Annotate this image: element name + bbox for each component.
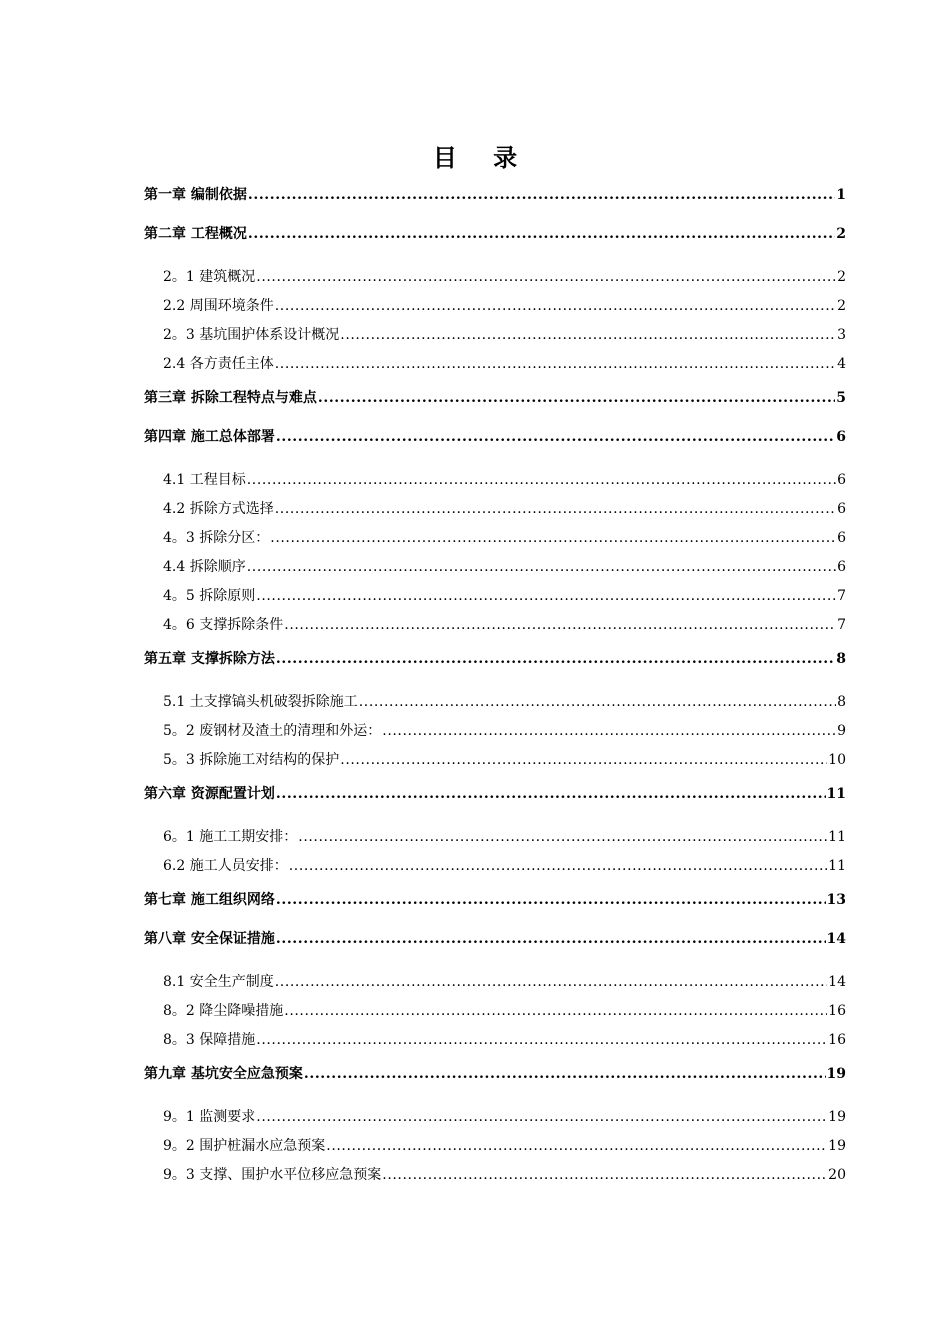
toc-page-number: 19 bbox=[826, 1066, 846, 1082]
toc-page-number: 6 bbox=[837, 559, 846, 575]
toc-entry-label: 第七章 施工组织网络 bbox=[144, 892, 275, 908]
toc-entry-label: 5.1 土支撑镐头机破裂拆除施工 bbox=[163, 694, 358, 710]
toc-chapter-entry[interactable] bbox=[144, 1055, 846, 1094]
toc-leader-dots bbox=[276, 418, 835, 457]
toc-entry-label: 第五章 支撑拆除方法 bbox=[144, 651, 275, 667]
toc-leader-dots bbox=[247, 466, 836, 495]
toc-section-entry[interactable] bbox=[144, 1132, 846, 1161]
toc-section-entry[interactable] bbox=[144, 746, 846, 775]
toc-page-number: 6 bbox=[837, 530, 846, 546]
toc-leader-dots bbox=[340, 746, 827, 775]
toc-page-number: 19 bbox=[828, 1138, 846, 1154]
toc-section-entry[interactable] bbox=[144, 321, 846, 350]
toc-section-entry[interactable] bbox=[144, 968, 846, 997]
page-title: 目 录 bbox=[432, 143, 532, 172]
toc-entry-label: 8.1 安全生产制度 bbox=[163, 974, 274, 990]
toc-entry-label: 4.4 拆除顺序 bbox=[163, 559, 246, 575]
toc-section-entry[interactable] bbox=[144, 263, 846, 292]
toc-section-entry[interactable] bbox=[144, 997, 846, 1026]
toc-section-entry[interactable] bbox=[144, 1103, 846, 1132]
toc-entry-label: 9。3 支撑、围护水平位移应急预案 bbox=[163, 1167, 382, 1183]
toc-page-number: 5 bbox=[836, 390, 846, 406]
toc-page-number: 11 bbox=[826, 786, 846, 802]
toc-page-number: 11 bbox=[828, 829, 846, 845]
spacer bbox=[144, 814, 846, 823]
toc-page-number: 19 bbox=[828, 1109, 846, 1125]
toc-entry-label: 2.4 各方责任主体 bbox=[163, 356, 274, 372]
toc-page-number: 14 bbox=[828, 974, 846, 990]
toc-page-number: 13 bbox=[826, 892, 846, 908]
spacer bbox=[144, 254, 846, 263]
toc-page-number: 3 bbox=[837, 327, 846, 343]
toc-section-entry[interactable] bbox=[144, 611, 846, 640]
toc-entry-label: 6。1 施工工期安排： bbox=[163, 829, 298, 845]
toc-page-number: 2 bbox=[837, 269, 846, 285]
toc-page-number: 20 bbox=[828, 1167, 846, 1183]
toc-chapter-entry[interactable] bbox=[144, 418, 846, 457]
toc-leader-dots bbox=[248, 215, 835, 254]
toc-leader-dots bbox=[248, 176, 835, 215]
toc-section-entry[interactable] bbox=[144, 717, 846, 746]
toc-page-number: 8 bbox=[836, 651, 846, 667]
toc-leader-dots bbox=[289, 852, 827, 881]
toc-section-entry[interactable] bbox=[144, 1161, 846, 1190]
toc-page-number: 9 bbox=[837, 723, 846, 739]
toc-chapter-entry[interactable] bbox=[144, 881, 846, 920]
toc-section-entry[interactable] bbox=[144, 350, 846, 379]
toc-leader-dots bbox=[247, 553, 836, 582]
toc-entry-label: 9。2 围护桩漏水应急预案 bbox=[163, 1138, 326, 1154]
toc-chapter-entry[interactable] bbox=[144, 920, 846, 959]
toc-leader-dots bbox=[284, 611, 836, 640]
toc-leader-dots bbox=[340, 321, 836, 350]
spacer bbox=[144, 1094, 846, 1103]
toc-chapter-entry[interactable] bbox=[144, 176, 846, 215]
toc-page-number: 16 bbox=[828, 1032, 846, 1048]
toc-section-entry[interactable] bbox=[144, 1026, 846, 1055]
toc-entry-label: 2.2 周围环境条件 bbox=[163, 298, 274, 314]
spacer bbox=[144, 959, 846, 968]
toc-leader-dots bbox=[256, 1026, 827, 1055]
toc-section-entry[interactable] bbox=[144, 688, 846, 717]
table-of-contents bbox=[144, 176, 846, 1190]
toc-entry-label: 第八章 安全保证措施 bbox=[144, 931, 275, 947]
toc-leader-dots bbox=[382, 717, 836, 746]
toc-entry-label: 第三章 拆除工程特点与难点 bbox=[144, 390, 317, 406]
toc-section-entry[interactable] bbox=[144, 466, 846, 495]
toc-leader-dots bbox=[276, 881, 826, 920]
toc-entry-label: 4.1 工程目标 bbox=[163, 472, 246, 488]
toc-page-number: 6 bbox=[837, 472, 846, 488]
toc-leader-dots bbox=[359, 688, 836, 717]
toc-leader-dots bbox=[275, 350, 836, 379]
toc-entry-label: 4.2 拆除方式选择 bbox=[163, 501, 274, 517]
toc-leader-dots bbox=[275, 495, 836, 524]
toc-entry-label: 第九章 基坑安全应急预案 bbox=[144, 1066, 303, 1082]
toc-leader-dots bbox=[298, 823, 827, 852]
toc-entry-label: 第一章 编制依据 bbox=[144, 187, 247, 203]
toc-section-entry[interactable] bbox=[144, 582, 846, 611]
toc-leader-dots bbox=[276, 775, 826, 814]
toc-section-entry[interactable] bbox=[144, 553, 846, 582]
toc-entry-label: 8。3 保障措施 bbox=[163, 1032, 256, 1048]
toc-entry-label: 2。1 建筑概况 bbox=[163, 269, 256, 285]
toc-entry-label: 5。3 拆除施工对结构的保护 bbox=[163, 752, 340, 768]
toc-page-number: 7 bbox=[837, 588, 846, 604]
toc-leader-dots bbox=[275, 292, 836, 321]
toc-leader-dots bbox=[304, 1055, 826, 1094]
toc-page-number: 11 bbox=[828, 858, 846, 874]
toc-leader-dots bbox=[276, 640, 835, 679]
spacer bbox=[144, 457, 846, 466]
toc-entry-label: 5。2 废钢材及渣土的清理和外运： bbox=[163, 723, 382, 739]
toc-page-number: 1 bbox=[836, 187, 846, 203]
toc-entry-label: 4。3 拆除分区： bbox=[163, 530, 270, 546]
toc-entry-label: 4。6 支撑拆除条件 bbox=[163, 617, 284, 633]
toc-leader-dots bbox=[256, 1103, 827, 1132]
toc-entry-label: 6.2 施工人员安排： bbox=[163, 858, 288, 874]
toc-page-number: 16 bbox=[828, 1003, 846, 1019]
toc-page-number: 10 bbox=[828, 752, 846, 768]
toc-page-number: 14 bbox=[826, 931, 846, 947]
toc-leader-dots bbox=[318, 379, 835, 418]
toc-section-entry[interactable] bbox=[144, 292, 846, 321]
toc-entry-label: 9。1 监测要求 bbox=[163, 1109, 256, 1125]
toc-page-number: 2 bbox=[837, 298, 846, 314]
toc-leader-dots bbox=[270, 524, 836, 553]
toc-page-number: 7 bbox=[837, 617, 846, 633]
spacer bbox=[144, 679, 846, 688]
toc-entry-label: 8。2 降尘降噪措施 bbox=[163, 1003, 284, 1019]
toc-section-entry[interactable] bbox=[144, 823, 846, 852]
toc-page-number: 8 bbox=[837, 694, 846, 710]
toc-page-number: 6 bbox=[836, 429, 846, 445]
toc-leader-dots bbox=[326, 1132, 827, 1161]
toc-page-number: 6 bbox=[837, 501, 846, 517]
toc-page-number: 4 bbox=[837, 356, 846, 372]
toc-entry-label: 2。3 基坑围护体系设计概况 bbox=[163, 327, 340, 343]
toc-leader-dots bbox=[284, 997, 827, 1026]
toc-leader-dots bbox=[275, 968, 827, 997]
toc-page-number: 2 bbox=[836, 226, 846, 242]
toc-entry-label: 第六章 资源配置计划 bbox=[144, 786, 275, 802]
toc-chapter-entry[interactable] bbox=[144, 215, 846, 254]
toc-leader-dots bbox=[276, 920, 826, 959]
toc-entry-label: 第二章 工程概况 bbox=[144, 226, 247, 242]
toc-chapter-entry[interactable] bbox=[144, 775, 846, 814]
toc-entry-label: 第四章 施工总体部署 bbox=[144, 429, 275, 445]
toc-chapter-entry[interactable] bbox=[144, 640, 846, 679]
toc-section-entry[interactable] bbox=[144, 852, 846, 881]
toc-section-entry[interactable] bbox=[144, 524, 846, 553]
toc-leader-dots bbox=[256, 582, 836, 611]
toc-leader-dots bbox=[382, 1161, 827, 1190]
toc-entry-label: 4。5 拆除原则 bbox=[163, 588, 256, 604]
toc-section-entry[interactable] bbox=[144, 495, 846, 524]
toc-leader-dots bbox=[256, 263, 836, 292]
toc-chapter-entry[interactable] bbox=[144, 379, 846, 418]
